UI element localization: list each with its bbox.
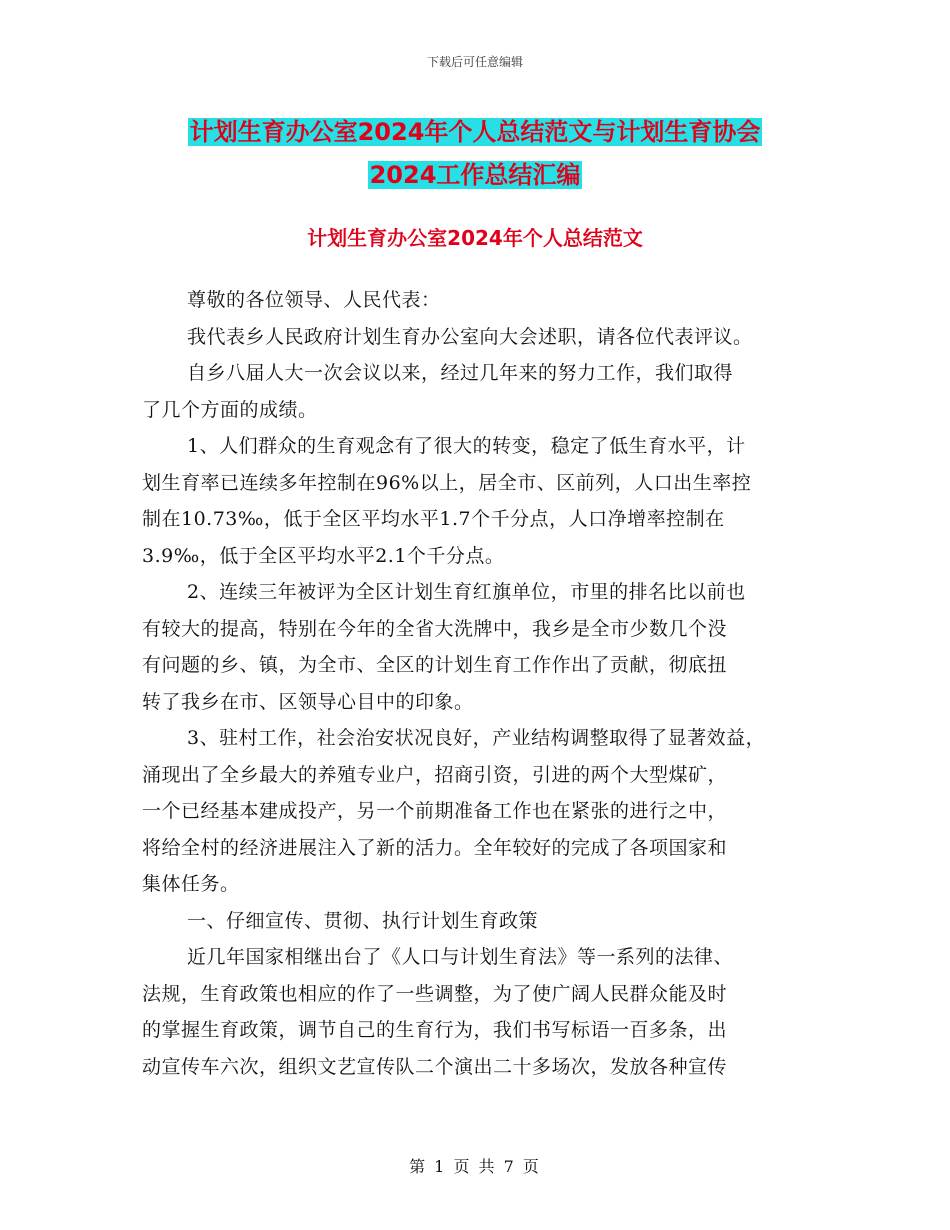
text-line: 将给全村的经济进展注入了新的活力。全年较好的完成了各项国家和: [142, 836, 728, 859]
document-title-line-2: [0, 155, 950, 195]
text-line: 集体任务。: [142, 873, 240, 895]
title-highlight: 计划生育办公室2024年个人总结范文与计划生育协会: [189, 118, 761, 146]
text-line: 的掌握生育政策，调节自己的生育行为，我们书写标语一百多条，出: [142, 1019, 728, 1041]
title-highlight: 2024工作总结汇编: [369, 161, 581, 189]
text-line: 动宣传车六次，组织文艺宣传队二个演出二十多场次，发放各种宣传: [142, 1055, 728, 1078]
section-heading: 一、仔细宣传、贯彻、执行计划生育政策: [187, 909, 539, 932]
text-line: 自乡八届人大一次会议以来，经过几年来的努力工作，我们取得: [187, 362, 734, 384]
text-line: 有问题的乡、镇，为全市、全区的计划生育工作作出了贡献，彻底扭: [142, 654, 728, 676]
text-line: 一个已经基本建成投产，另一个前期准备工作也在紧张的进行之中，: [142, 800, 728, 822]
text-line: 转了我乡在市、区领导心目中的印象。: [142, 690, 474, 713]
text-line: 近几年国家相继出台了《人口与计划生育法》等一系列的法律、: [187, 946, 734, 968]
text-line: 法规，生育政策也相应的作了一些调整，为了使广阔人民群众能及时: [142, 982, 728, 1005]
header-note: 下载后可任意编辑: [426, 55, 523, 69]
text-line: 2、连续三年被评为全区计划生育红旗单位，市里的排名比以前也: [187, 581, 746, 603]
text-line: 制在10.73‰，低于全区平均水平1.7个千分点，人口净增率控制在: [142, 508, 725, 530]
text-line: 了几个方面的成绩。: [142, 398, 318, 421]
text-line: 我代表乡人民政府计划生育办公室向大会述职，请各位代表评议。: [187, 325, 753, 348]
page-footer: 第 1 页 共 7 页: [409, 1157, 541, 1176]
text-line: 3、驻村工作，社会治安状况良好，产业结构调整取得了显著效益，: [187, 727, 766, 749]
text-line: 3.9‰，低于全区平均水平2.1个千分点。: [142, 544, 505, 567]
document-title-line-1: [0, 112, 950, 152]
text-line: 1、人们群众的生育观念有了很大的转变，稳定了低生育水平，计: [187, 435, 746, 457]
text-line: 尊敬的各位领导、人民代表：: [187, 289, 441, 311]
text-line: 有较大的提高，特别在今年的全省大洗牌中，我乡是全市少数几个没: [142, 617, 728, 640]
text-line: 涌现出了全乡最大的养殖专业户，招商引资，引进的两个大型煤矿，: [142, 763, 728, 786]
text-line: 划生育率已连续多年控制在96%以上，居全市、区前列，人口出生率控: [142, 471, 752, 494]
section-title: 计划生育办公室2024年个人总结范文: [307, 226, 643, 250]
body-text: [142, 282, 832, 1085]
